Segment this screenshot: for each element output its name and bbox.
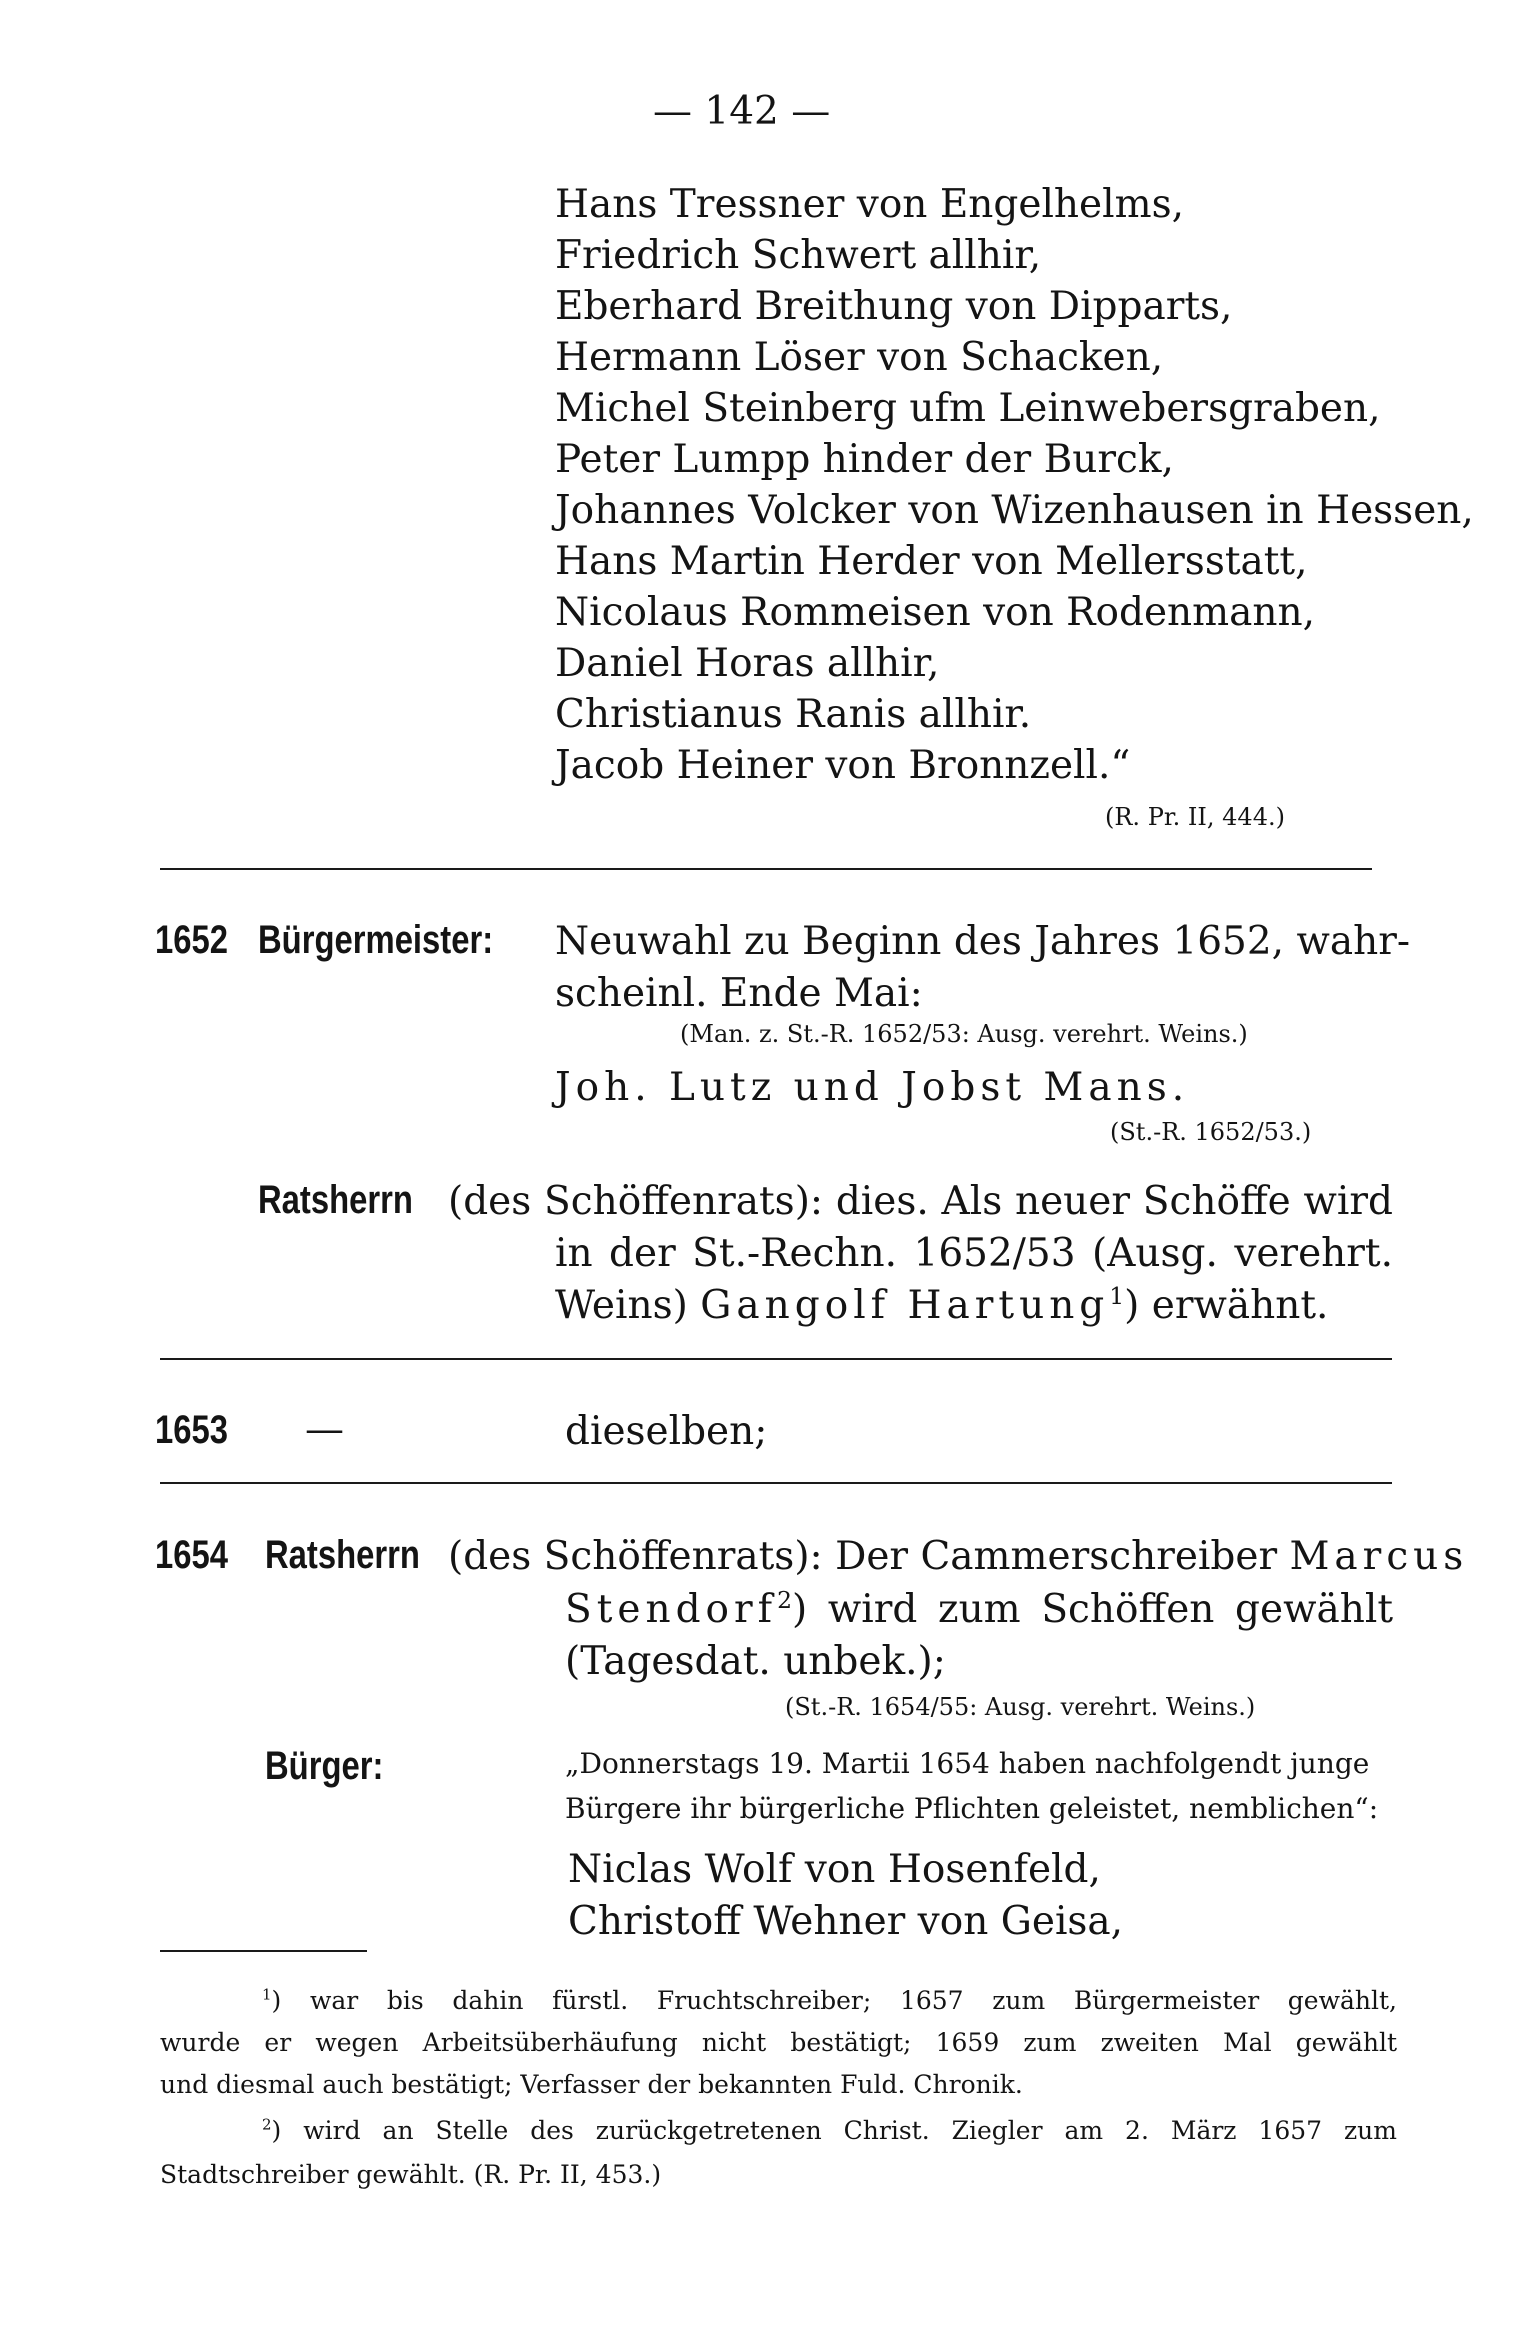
footnote-2-line2: Stadtschreiber gewählt. (R. Pr. II, 453.) — [160, 2160, 662, 2189]
text: (des Schöffenrats): Der Cammerschreiber — [448, 1534, 1278, 1579]
text: ) wird an Stelle des zurückgetretenen Christ. Ziegler am 2. März 1657 zum — [271, 2116, 1397, 2145]
list-item: Hans Martin Herder von Mellersstatt, — [555, 539, 1308, 584]
source-1654: (St.-R. 1654/55: Ausg. verehrt. Weins.) — [785, 1693, 1256, 1721]
list-item: Nicolaus Rommeisen von Rodenmann, — [555, 590, 1316, 635]
year-1654: 1654 — [155, 1533, 228, 1577]
footnote-mark: 1 — [262, 1985, 272, 2004]
council-1654-line2 — [565, 1586, 1393, 1632]
heading-buergermeister-1652: Bürgermeister: — [258, 918, 494, 962]
council-1654-line3: (Tagesdat. unbek.); — [565, 1639, 946, 1684]
text: ) erwähnt. — [1124, 1283, 1329, 1328]
person-name: Stendorf — [565, 1587, 778, 1632]
footnote-2-line1 — [262, 2115, 1397, 2145]
heading-ratsherrn-1654: Ratsherrn — [265, 1533, 420, 1577]
footnote-1-line3: und diesmal auch bestätigt; Verfasser der bekannten Fuld. Chronik. — [160, 2070, 1023, 2099]
dash-1653: — — [305, 1407, 344, 1452]
list-item: Friedrich Schwert allhir, — [555, 233, 1042, 278]
text-1653: dieselben; — [565, 1409, 768, 1454]
heading-buerger-1654: Bürger: — [265, 1744, 384, 1788]
section-divider — [160, 1358, 1392, 1360]
list-item: Christoff Wehner von Geisa, — [568, 1899, 1124, 1944]
source-1652-str: (St.-R. 1652/53.) — [1110, 1118, 1312, 1146]
list-item: Daniel Horas allhir, — [555, 641, 940, 686]
page-number: — 142 — — [653, 89, 831, 134]
text-1652-line1: Neuwahl zu Beginn des Jahres 1652, wahr- — [555, 919, 1411, 964]
council-1652-line1: (des Schöffenrats): dies. Als neuer Schöffe wird — [448, 1179, 1393, 1224]
text: Weins) — [555, 1283, 688, 1328]
footnote-1-line2: wurde er wegen Arbeitsüberhäufung nicht bestätigt; 1659 zum zweiten Mal gewählt — [160, 2028, 1397, 2057]
year-1652: 1652 — [155, 918, 228, 962]
council-1654-line1 — [448, 1534, 1469, 1579]
footnote-1-line1 — [262, 1985, 1397, 2015]
heading-ratsherrn-1652: Ratsherrn — [258, 1178, 413, 1222]
list-item: Niclas Wolf von Hosenfeld, — [568, 1847, 1101, 1892]
text: ) wird zum Schöffen gewählt — [792, 1587, 1393, 1632]
council-1652-line2: in der St.-Rechn. 1652/53 (Ausg. verehrt. — [555, 1231, 1393, 1276]
quote-line1: „Donnerstags 19. Martii 1654 haben nachfolgendt junge — [565, 1747, 1370, 1780]
person-name: Gangolf Hartung — [700, 1283, 1110, 1328]
list-item: Christianus Ranis allhir. — [555, 692, 1032, 737]
person-name: Marcus — [1289, 1534, 1469, 1579]
list-item: Eberhard Breithung von Dipparts, — [555, 284, 1233, 329]
list-item: Michel Steinberg ufm Leinwebersgraben, — [555, 386, 1381, 431]
section-divider — [160, 868, 1372, 870]
footnote-ref: 2 — [777, 1586, 793, 1614]
list-item: Peter Lumpp hinder der Burck, — [555, 437, 1174, 482]
footnote-divider — [160, 1950, 367, 1952]
footnote-mark: 2 — [262, 2115, 272, 2134]
mayors-1652: Joh. Lutz und Jobst Mans. — [555, 1065, 1190, 1110]
quote-line2: Bürgere ihr bürgerliche Pflichten geleistet, nemblichen“: — [565, 1792, 1379, 1825]
list-item: Hermann Löser von Schacken, — [555, 335, 1164, 380]
list-item: Johannes Volcker von Wizenhausen in Hessen, — [555, 488, 1474, 533]
text-1652-line2: scheinl. Ende Mai: — [555, 971, 923, 1016]
year-1653: 1653 — [155, 1408, 228, 1452]
council-1652-line3 — [555, 1282, 1329, 1328]
section-divider — [160, 1482, 1392, 1484]
list-item: Jacob Heiner von Bronnzell.“ — [555, 743, 1131, 788]
source-1652-man: (Man. z. St.-R. 1652/53: Ausg. verehrt. Weins.) — [680, 1020, 1248, 1048]
text: ) war bis dahin fürstl. Fruchtschreiber; 1657 zum Bürgermeister gewählt, — [271, 1986, 1397, 2015]
list-item: Hans Tressner von Engelhelms, — [555, 182, 1184, 227]
footnote-ref: 1 — [1109, 1282, 1125, 1310]
names-source: (R. Pr. II, 444.) — [1105, 803, 1285, 831]
